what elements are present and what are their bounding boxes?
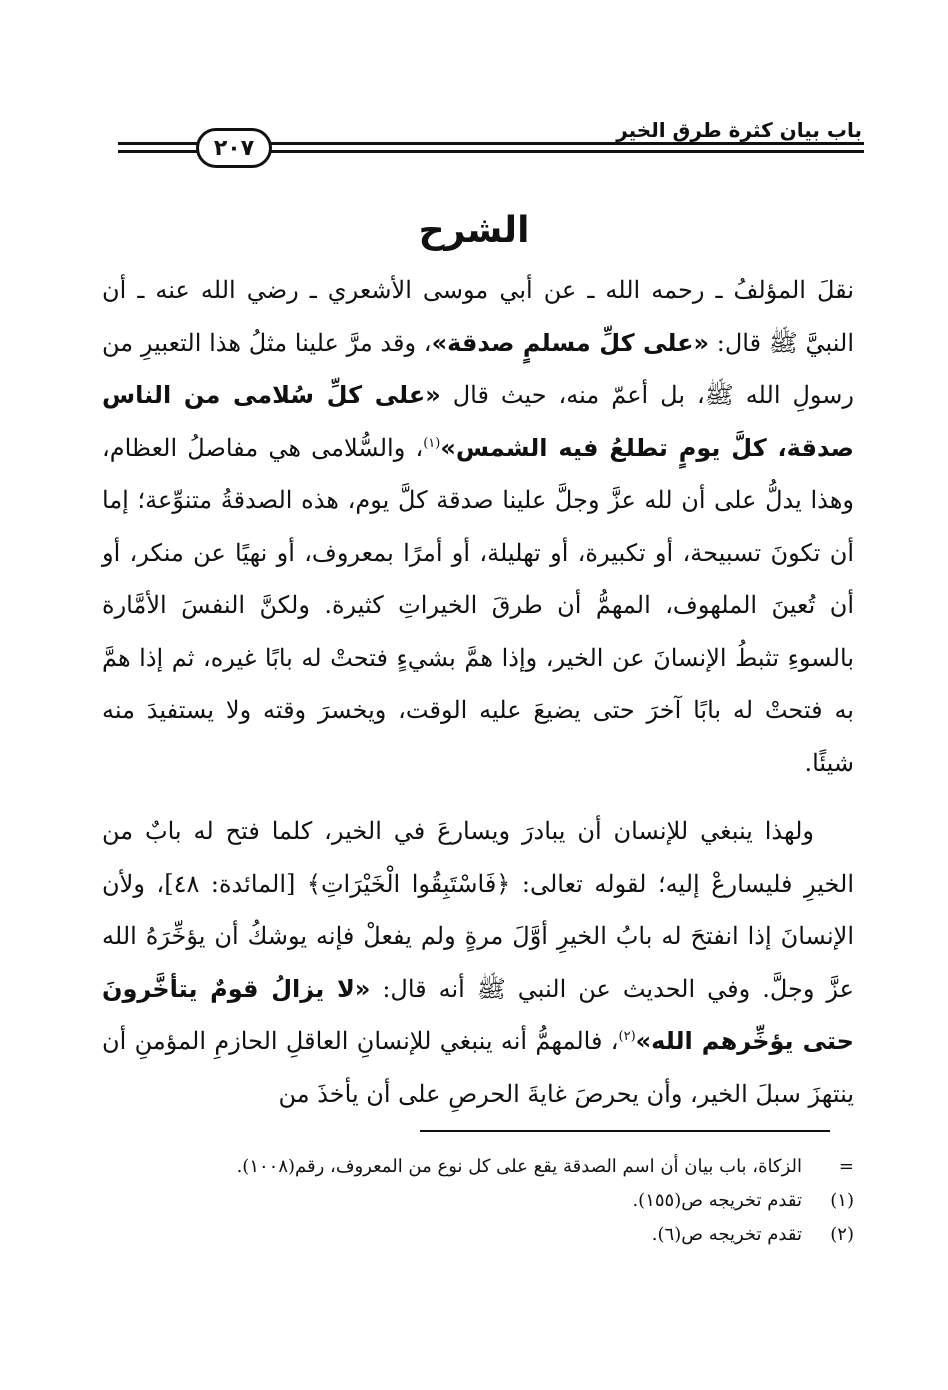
text-run: نقلَ المؤلفُ ـ رحمه الله ـ عن أبي موسى الأشعري ـ رضي الله عنه ـ أن النبيَّ ﷺ قال: — [102, 276, 855, 357]
footnote-item — [102, 1150, 854, 1184]
text-run: ولهذا ينبغي للإنسان أن يبادرَ ويسارعَ في الخير، كلما فتح له بابٌ من الخيرِ فليسارعْ إليه؛ لقوله تعالى: — [102, 817, 854, 898]
text-run: ، ولأن الإنسانَ إذا انفتحَ له بابُ الخيرِ أوَّلَ مرةٍ ولم يفعلْ فإنه يوشكُ أن يؤخِّرَهُ الله عزَّ وجلَّ. وفي الحديث عن النبي ﷺ أنه قال: — [102, 869, 854, 1003]
footnote-text: الزكاة، باب بيان أن اسم الصدقة يقع على كل نوع من المعروف، رقم(١٠٠٨). — [236, 1156, 802, 1177]
chapter-header-title: باب بيان كثرة طرق الخير — [616, 118, 862, 142]
footnote-text: تقدم تخريجه ص(١٥٥). — [632, 1190, 802, 1211]
footnote-item — [102, 1184, 854, 1218]
footnote-text: تقدم تخريجه ص(٦). — [651, 1224, 802, 1245]
hadith-quote: «لا يزالُ قومٌ يتأخَّرونَ حتى يؤخِّرهم الله» — [102, 974, 854, 1055]
text-run: ، وقد مرَّ علينا مثلُ هذا التعبيرِ من رسولِ الله ﷺ، بل أعمّ منه، حيث قال — [102, 328, 854, 409]
footnote-ref-1: (١) — [423, 435, 441, 451]
footnote-separator — [420, 1130, 830, 1132]
text-run: ، فالمهمُّ أنه ينبغي للإنسانِ العاقلِ الحازمِ المؤمنِ أن ينتهزَ سبلَ الخير، وأن يحرصَ غايةَ الحرصِ على أن يأخذَ من — [102, 1027, 854, 1108]
page-number-badge: ٢٠٧ — [196, 128, 272, 168]
text-run: ، والسُّلامى هي مفاصلُ العظام، وهذا يدلُّ على أن لله عزَّ وجلَّ علينا صدقة كلَّ يوم، هذه الصدقةُ متنوِّعة؛ إما أن تكونَ تسبيحة، أو تكبيرة، أو تهليلة، أو أمرًا بمعروف، أو نهيًا عن منكر، أو أن تُعينَ الملهوف، المهمُّ أن طرقَ الخيراتِ كثيرة. ولكنَّ النفسَ الأمَّارة بالسوءِ تثبطُ الإنسانَ عن الخير، وإذا همَّ بشيءٍ فتحتْ له بابًا غيره، ثم إذا همَّ به فتحتْ له بابًا آخرَ حتى يضيعَ عليه الوقت، ويخسرَ وقته ولا يستفيدَ منه شيئًا. — [102, 433, 854, 777]
footnote-marker: = — [838, 1156, 854, 1177]
verse-reference: [المائدة: ٤٨] — [164, 869, 307, 898]
hadith-quote: «على كلِّ مسلمٍ صدقة» — [431, 328, 710, 357]
body-text — [102, 264, 854, 1120]
section-heading: الشرح — [418, 210, 530, 251]
footnote-marker: (٢) — [830, 1224, 854, 1245]
footnote-ref-2: (٢) — [618, 1029, 636, 1044]
hadith-quote: «على كلِّ سُلامى من الناس صدقة، كلَّ يومٍ تطلعُ فيه الشمس» — [102, 381, 854, 462]
footnote-item — [102, 1218, 854, 1252]
footnotes — [102, 1150, 854, 1252]
quran-verse: ﴿فَاسْتَبِقُوا الْخَيْرَاتِ﴾ — [306, 869, 511, 898]
paragraph-1 — [102, 264, 854, 789]
footnote-marker: (١) — [830, 1190, 854, 1211]
paragraph-2 — [102, 805, 854, 1120]
